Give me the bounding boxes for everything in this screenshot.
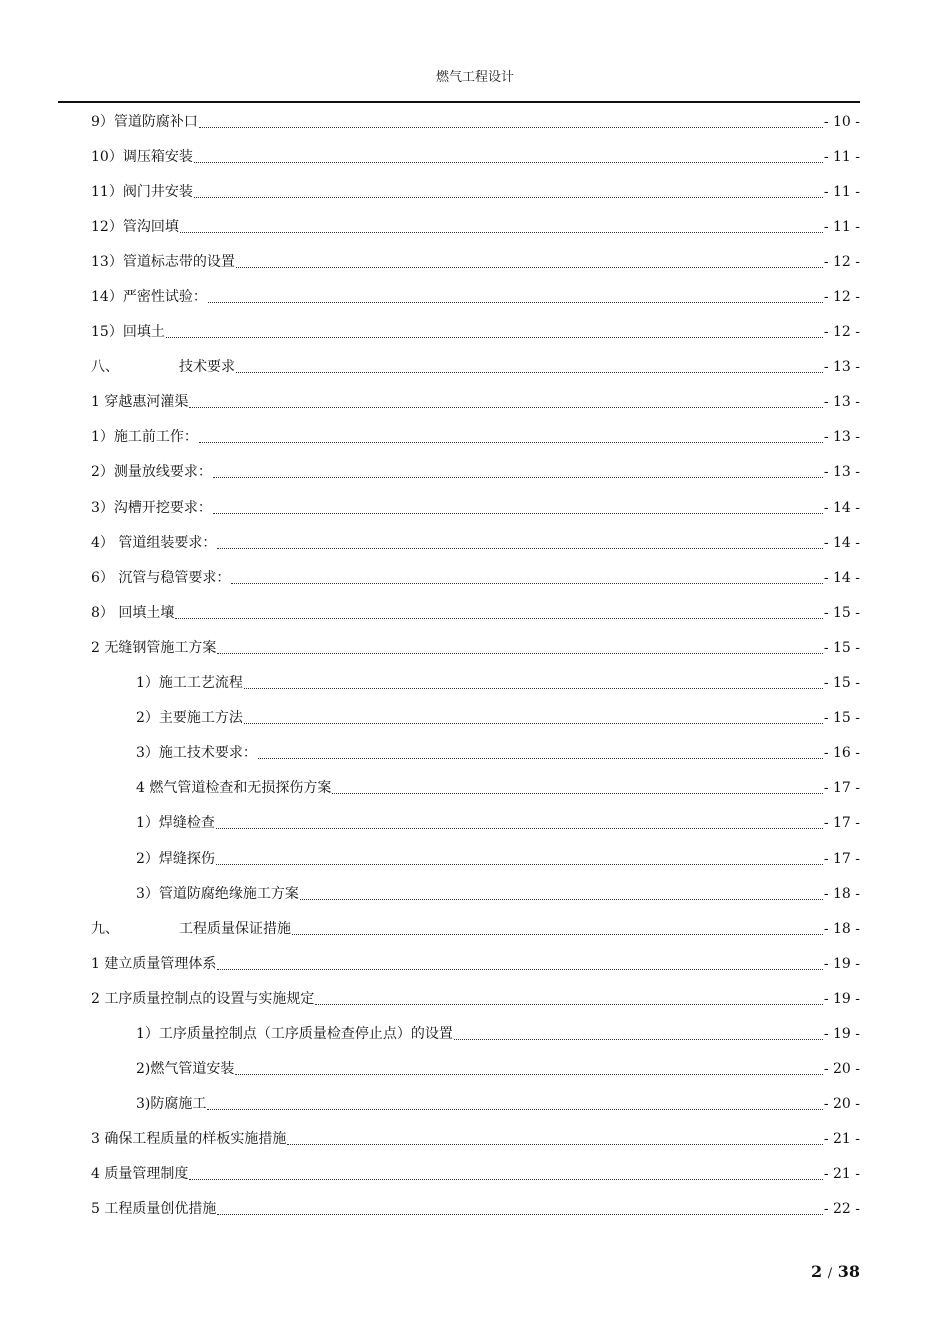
toc-leader-dots	[236, 371, 823, 373]
toc-leader-dots	[287, 1143, 822, 1145]
toc-entry-page: - 18 -	[823, 885, 860, 902]
toc-entry-page: - 20 -	[823, 1096, 860, 1113]
toc-entry-page: - 21 -	[823, 1166, 860, 1183]
toc-entry-label: 3）管道防腐绝缘施工方案	[136, 885, 299, 902]
toc-entry[interactable]	[91, 1157, 860, 1192]
toc-entry-label: 2 工序质量控制点的设置与实施规定	[91, 990, 315, 1007]
toc-entry-label: 2）测量放线要求：	[91, 464, 212, 481]
toc-entry-page: - 22 -	[823, 1201, 860, 1218]
toc-entry[interactable]	[91, 806, 860, 841]
toc-entry[interactable]	[91, 1192, 860, 1227]
toc-entry[interactable]	[91, 279, 860, 314]
toc-entry-page: - 12 -	[823, 289, 860, 306]
toc-leader-dots	[207, 1108, 822, 1110]
toc-entry[interactable]	[91, 630, 860, 665]
toc-entry-page: - 17 -	[823, 780, 860, 797]
toc-entry-heading: 工程质量保证措施	[179, 920, 291, 937]
toc-leader-dots	[217, 968, 822, 970]
toc-entry[interactable]	[91, 560, 860, 595]
toc-leader-dots	[216, 827, 823, 829]
toc-entry-label: 3 确保工程质量的样板实施措施	[91, 1131, 287, 1148]
toc-entry-page: - 10 -	[823, 113, 860, 130]
toc-entry-page: - 12 -	[823, 253, 860, 270]
toc-leader-dots	[235, 1073, 822, 1075]
toc-leader-dots	[217, 652, 822, 654]
toc-entry-label: 1）工序质量控制点（工序质量检查停止点）的设置	[136, 1025, 453, 1042]
toc-entry-label: 9）管道防腐补口	[91, 113, 198, 130]
toc-leader-dots	[199, 441, 823, 443]
toc-leader-dots	[258, 757, 823, 759]
page-number-separator: /	[827, 1266, 833, 1281]
toc-entry-page: - 11 -	[823, 218, 860, 235]
toc-entry-label: 15）回填土	[91, 324, 165, 341]
toc-entry-page: - 19 -	[823, 1025, 860, 1042]
toc-entry-page: - 13 -	[823, 464, 860, 481]
toc-entry-label: 八、	[91, 359, 119, 376]
toc-entry[interactable]	[91, 139, 860, 174]
toc-leader-dots	[175, 617, 822, 619]
toc-entry-label: 九、	[91, 920, 119, 937]
toc-leader-dots	[244, 722, 823, 724]
page-number	[811, 1262, 860, 1281]
toc-entry-page: - 16 -	[823, 745, 860, 762]
toc-entry-page: - 19 -	[823, 990, 860, 1007]
page-number-total: 38	[837, 1262, 860, 1281]
toc-entry[interactable]	[91, 455, 860, 490]
toc-entry-label: 14）严密性试验：	[91, 289, 207, 306]
toc-leader-dots	[166, 336, 823, 338]
toc-entry-label: 4 燃气管道检查和无损探伤方案	[136, 780, 332, 797]
toc-entry-page: - 15 -	[823, 710, 860, 727]
toc-leader-dots	[213, 476, 823, 478]
toc-entry-page: - 13 -	[823, 394, 860, 411]
toc-entry[interactable]	[91, 350, 860, 385]
toc-entry[interactable]	[91, 1052, 860, 1087]
toc-entry[interactable]	[91, 1122, 860, 1157]
toc-entry-label: 1）施工前工作：	[91, 429, 198, 446]
toc-entry[interactable]	[91, 420, 860, 455]
toc-entry[interactable]	[91, 841, 860, 876]
toc-entry[interactable]	[91, 911, 860, 946]
toc-entry[interactable]	[91, 104, 860, 139]
toc-entry-label: 1 穿越惠河灌渠	[91, 394, 189, 411]
toc-entry-page: - 11 -	[823, 183, 860, 200]
toc-entry-label: 2）焊缝探伤	[136, 850, 215, 867]
toc-entry[interactable]	[91, 736, 860, 771]
toc-entry-page: - 14 -	[823, 534, 860, 551]
toc-entry-page: - 13 -	[823, 429, 860, 446]
toc-entry-label: 3）施工技术要求：	[136, 745, 257, 762]
toc-entry-label: 12）管沟回填	[91, 218, 179, 235]
toc-entry-page: - 12 -	[823, 324, 860, 341]
toc-entry-label: 1）焊缝检查	[136, 815, 215, 832]
toc-entry-page: - 11 -	[823, 148, 860, 165]
toc-entry-page: - 15 -	[823, 675, 860, 692]
toc-entry-label: 11）阀门井安装	[91, 183, 193, 200]
toc-entry[interactable]	[91, 595, 860, 630]
toc-entry[interactable]	[91, 525, 860, 560]
toc-entry[interactable]	[91, 946, 860, 981]
toc-entry-label: 3）沟槽开挖要求：	[91, 499, 212, 516]
toc-entry[interactable]	[91, 666, 860, 701]
toc-entry[interactable]	[91, 1087, 860, 1122]
toc-entry-label: 4） 管道组装要求：	[91, 534, 217, 551]
toc-leader-dots	[199, 126, 823, 128]
toc-entry-label: 3)防腐施工	[136, 1096, 207, 1113]
toc-leader-dots	[454, 1038, 823, 1040]
toc-entry-label: 10）调压箱安装	[91, 148, 193, 165]
toc-entry-label: 1 建立质量管理体系	[91, 955, 217, 972]
toc-leader-dots	[213, 512, 823, 514]
toc-entry-page: - 19 -	[823, 955, 860, 972]
toc-entry-label: 5 工程质量创优措施	[91, 1201, 217, 1218]
toc-entry-page: - 14 -	[823, 569, 860, 586]
toc-leader-dots	[300, 898, 823, 900]
toc-entry-page: - 15 -	[823, 639, 860, 656]
toc-entry[interactable]	[91, 174, 860, 209]
toc-leader-dots	[244, 687, 823, 689]
header-divider	[58, 101, 860, 103]
toc-leader-dots	[292, 933, 823, 935]
toc-entry[interactable]	[91, 1016, 860, 1051]
toc-entry-page: - 13 -	[823, 359, 860, 376]
toc-leader-dots	[189, 1178, 822, 1180]
toc-entry-page: - 17 -	[823, 815, 860, 832]
toc-entry[interactable]	[91, 490, 860, 525]
toc-entry-label: 2)燃气管道安装	[136, 1061, 235, 1078]
toc-entry-page: - 17 -	[823, 850, 860, 867]
toc-entry[interactable]	[91, 981, 860, 1016]
toc-entry[interactable]	[91, 385, 860, 420]
toc-entry[interactable]	[91, 876, 860, 911]
toc-leader-dots	[236, 266, 823, 268]
toc-leader-dots	[208, 301, 823, 303]
toc-leader-dots	[194, 196, 823, 198]
toc-entry-label: 1）施工工艺流程	[136, 675, 243, 692]
toc-entry-page: - 15 -	[823, 604, 860, 621]
toc-leader-dots	[332, 792, 822, 794]
page-number-current: 2	[811, 1262, 823, 1281]
toc-entry[interactable]	[91, 244, 860, 279]
toc-leader-dots	[217, 547, 822, 549]
toc-entry-page: - 20 -	[823, 1061, 860, 1078]
toc-entry-page: - 21 -	[823, 1131, 860, 1148]
toc-leader-dots	[180, 231, 823, 233]
toc-entry[interactable]	[91, 771, 860, 806]
toc-leader-dots	[189, 406, 822, 408]
toc-leader-dots	[231, 582, 822, 584]
toc-entry-label: 13）管道标志带的设置	[91, 253, 235, 270]
toc-entry-heading: 技术要求	[179, 359, 235, 376]
toc-entry-label: 2 无缝钢管施工方案	[91, 639, 217, 656]
toc-entry-label: 6） 沉管与稳管要求：	[91, 569, 231, 586]
page-header-title: 燃气工程设计	[435, 70, 514, 85]
toc-leader-dots	[216, 863, 823, 865]
table-of-contents	[91, 104, 860, 1227]
toc-entry-label: 4 质量管理制度	[91, 1166, 189, 1183]
toc-entry-page: - 18 -	[823, 920, 860, 937]
toc-entry-label: 2）主要施工方法	[136, 710, 243, 727]
toc-entry[interactable]	[91, 209, 860, 244]
toc-leader-dots	[217, 1213, 822, 1215]
toc-entry-page: - 14 -	[823, 499, 860, 516]
toc-leader-dots	[315, 1003, 822, 1005]
toc-entry-label: 8） 回填土壤	[91, 604, 175, 621]
toc-entry[interactable]	[91, 315, 860, 350]
toc-leader-dots	[194, 161, 823, 163]
toc-entry[interactable]	[91, 701, 860, 736]
